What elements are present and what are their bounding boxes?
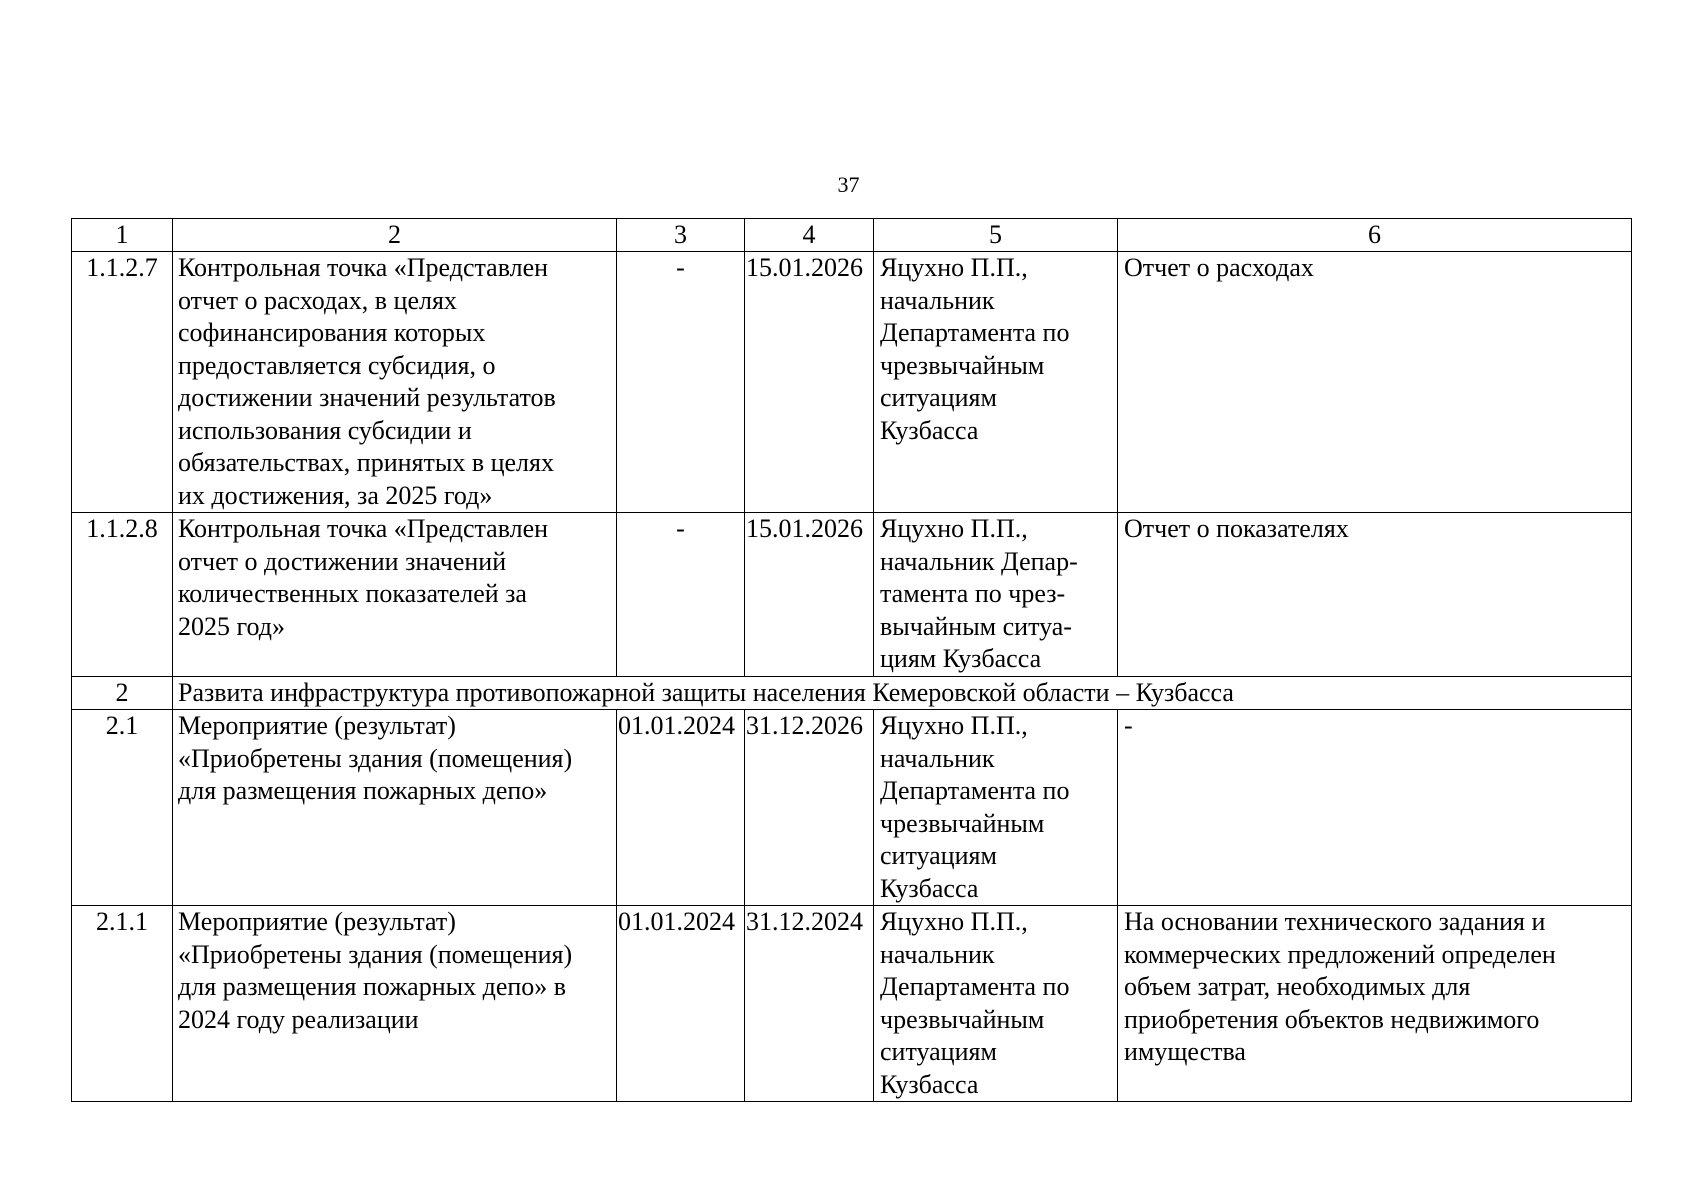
text-line: Яцухно П.П., (880, 253, 1028, 282)
text-line: количественных показателей за (178, 579, 527, 608)
text-line: использования субсидии и (178, 415, 472, 445)
text-line: для размещения пожарных депо» в (178, 972, 567, 1001)
column-header: 1 (72, 219, 173, 252)
text-line: циям Кузбасса (880, 644, 1042, 673)
responsible-person (874, 252, 1118, 513)
text-line: начальник Депар- (880, 546, 1078, 576)
text-line: приобретения объектов недвижимого (1124, 1004, 1540, 1034)
text-line: Контрольная точка «Представлен (178, 514, 549, 543)
responsible-person (874, 513, 1118, 677)
text-line: 2024 году реализации (178, 1004, 419, 1034)
text-line: чрезвычайным (880, 1004, 1045, 1034)
table-row (72, 252, 1632, 513)
column-header: 2 (173, 219, 617, 252)
text-line: объем затрат, необходимых для (1124, 972, 1471, 1001)
text-line: Контрольная точка «Представлен (178, 253, 549, 282)
end-date: 15.01.2026 (745, 252, 874, 513)
text-line: Яцухно П.П., (880, 907, 1028, 936)
text-line: Кузбасса (880, 1069, 979, 1099)
activity-name (173, 710, 617, 906)
column-header: 6 (1118, 219, 1632, 252)
text-line: Кузбасса (880, 415, 979, 445)
start-date: - (617, 252, 745, 513)
section-row (72, 676, 1632, 710)
text-line: вычайным ситуа- (880, 611, 1072, 641)
section-title: Развита инфраструктура противопожарной защиты населения Кемеровской области – Кузбасса (173, 676, 1632, 710)
text-line: их достижения, за 2025 год» (178, 480, 493, 510)
text-line: Яцухно П.П., (880, 711, 1028, 740)
text-line: обязательствах, принятых в целях (178, 448, 554, 477)
text-line: предоставляется субсидия, о (178, 350, 496, 380)
responsible-person (874, 710, 1118, 906)
start-date: - (617, 513, 745, 677)
text-line: чрезвычайным (880, 350, 1045, 380)
text-line: чрезвычайным (880, 808, 1045, 838)
text-line: коммерческих предложений определен (1124, 939, 1556, 969)
text-line: софинансирования которых (178, 318, 486, 347)
result-description (1118, 513, 1632, 677)
column-header: 3 (617, 219, 745, 252)
row-number: 1.1.2.7 (72, 252, 173, 513)
text-line: Департамента по (880, 776, 1070, 805)
text-line: Мероприятие (результат) (178, 907, 456, 936)
table-row (72, 906, 1632, 1102)
result-description (1118, 710, 1632, 906)
section-number: 2 (72, 676, 173, 710)
start-date: 01.01.2024 (617, 710, 745, 906)
row-number: 1.1.2.8 (72, 513, 173, 677)
text-line: - (1124, 711, 1133, 740)
text-line: ситуациям (880, 841, 997, 870)
responsible-person (874, 906, 1118, 1102)
result-description (1118, 906, 1632, 1102)
text-line: «Приобретены здания (помещения) (178, 743, 573, 773)
text-line: Департамента по (880, 318, 1070, 347)
text-line: имущества (1124, 1037, 1246, 1066)
column-header: 4 (745, 219, 874, 252)
text-line: «Приобретены здания (помещения) (178, 939, 573, 969)
text-line: Мероприятие (результат) (178, 711, 456, 740)
text-line: Яцухно П.П., (880, 514, 1028, 543)
page-number: 37 (837, 172, 860, 197)
table-row (72, 710, 1632, 906)
end-date: 15.01.2026 (745, 513, 874, 677)
text-line: ситуациям (880, 1037, 997, 1066)
text-line: тамента по чрез- (880, 579, 1066, 608)
end-date: 31.12.2024 (745, 906, 874, 1102)
row-number: 2.1.1 (72, 906, 173, 1102)
plan-table (71, 218, 1632, 1102)
text-line: достижении значений результатов (178, 383, 556, 412)
text-line: Кузбасса (880, 873, 979, 903)
text-line: начальник (880, 939, 995, 969)
text-line: Отчет о расходах (1124, 253, 1314, 282)
text-line: отчет о достижении значений (178, 546, 507, 576)
text-line: 2025 год» (178, 611, 285, 641)
text-line: отчет о расходах, в целях (178, 285, 457, 315)
text-line: Отчет о показателях (1124, 514, 1349, 543)
table-row (72, 513, 1632, 677)
text-line: ситуациям (880, 383, 997, 412)
result-description (1118, 252, 1632, 513)
activity-name (173, 906, 617, 1102)
activity-name (173, 252, 617, 513)
row-number: 2.1 (72, 710, 173, 906)
start-date: 01.01.2024 (617, 906, 745, 1102)
text-line: начальник (880, 743, 995, 773)
text-line: для размещения пожарных депо» (178, 776, 548, 805)
end-date: 31.12.2026 (745, 710, 874, 906)
column-header: 5 (874, 219, 1118, 252)
text-line: Департамента по (880, 972, 1070, 1001)
table-header-row (72, 219, 1632, 252)
text-line: начальник (880, 285, 995, 315)
text-line: На основании технического задания и (1124, 907, 1546, 936)
activity-name (173, 513, 617, 677)
